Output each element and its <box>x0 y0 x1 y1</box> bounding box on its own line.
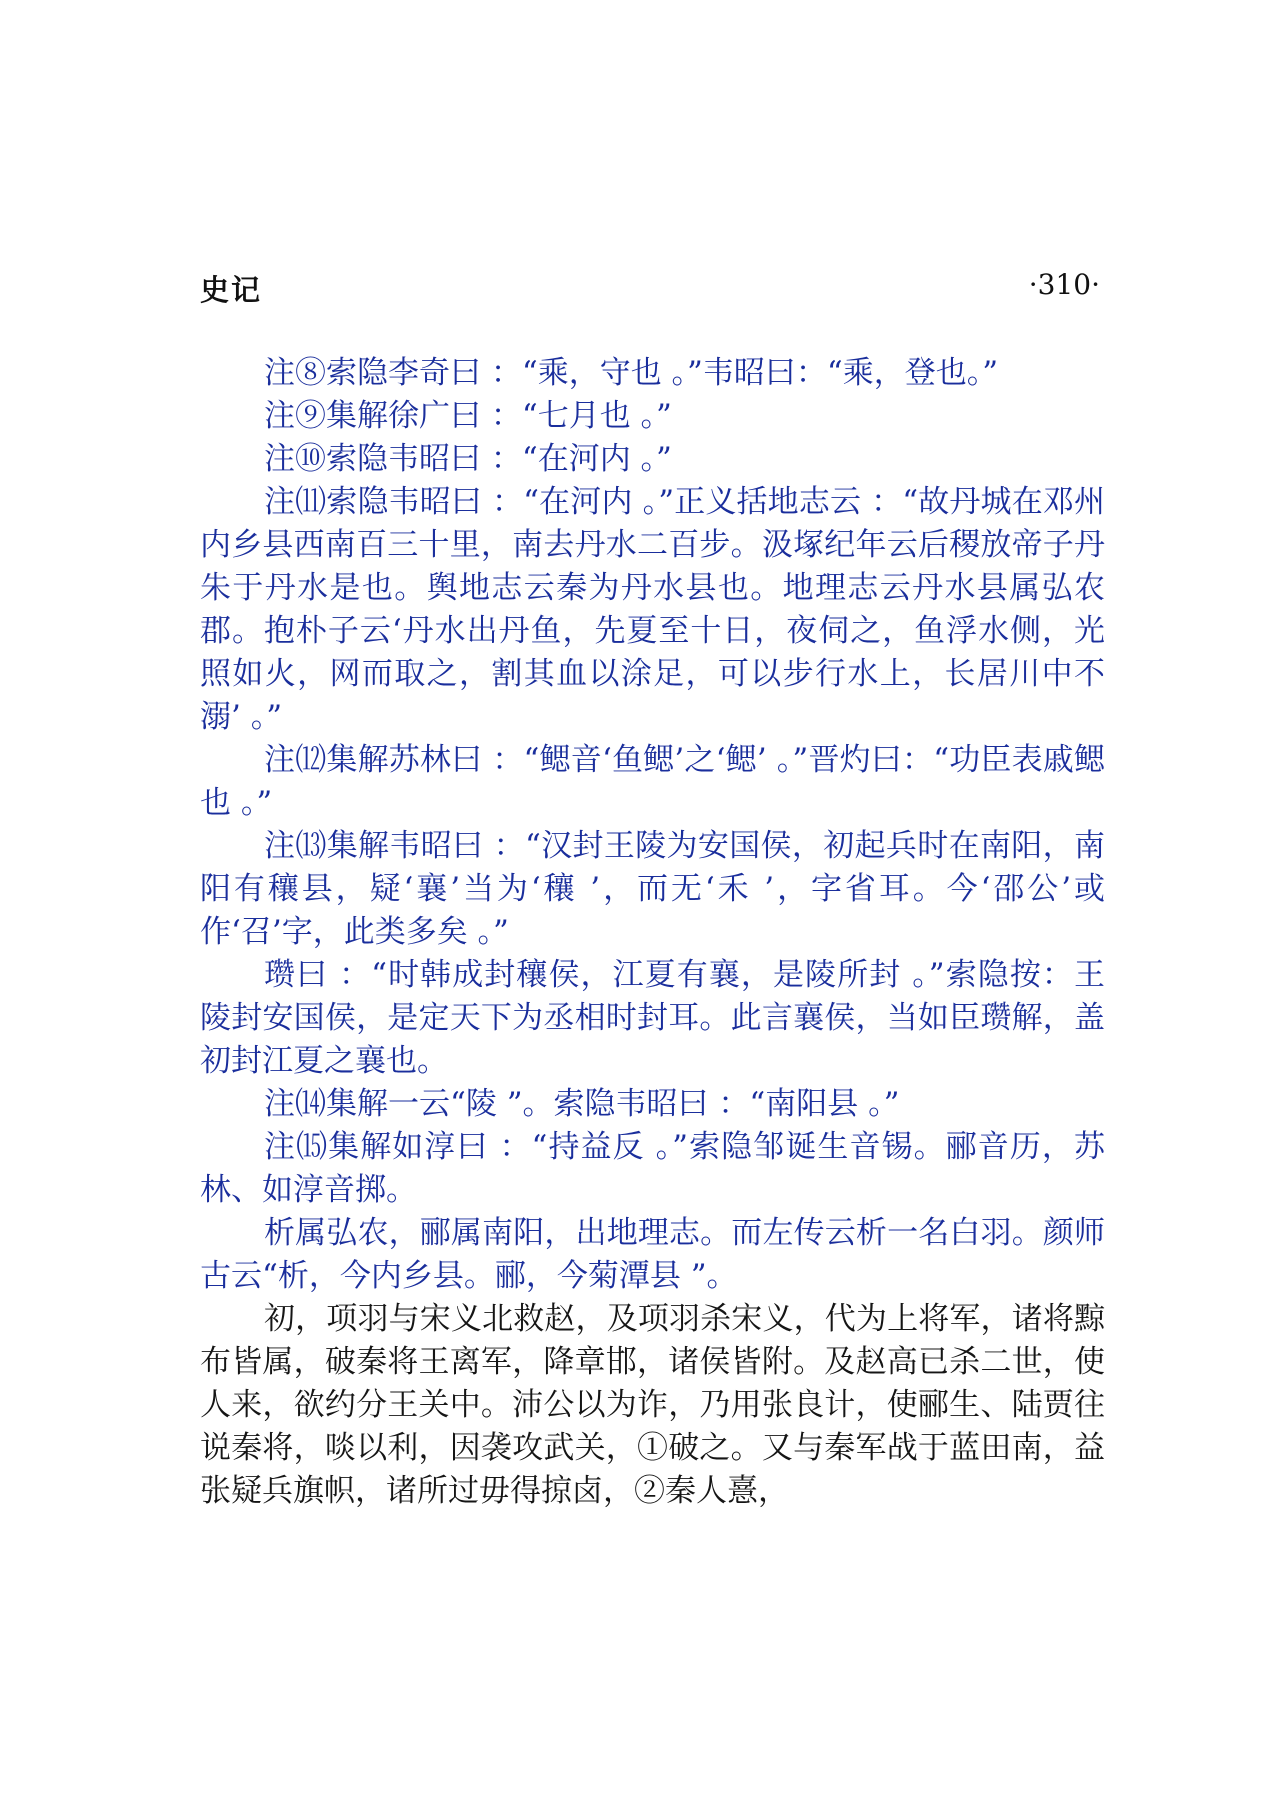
page-body <box>200 352 1105 1513</box>
annotation-paragraph: 注⑨集解徐广曰 ：“七月也 。” <box>264 398 672 434</box>
annotation-paragraph: 注⑿集解苏林曰 ：“鳃音‘鱼鳃’之‘鳃’ 。”晋灼曰：“功臣表戚鳃也 。” <box>200 742 1105 821</box>
annotation-paragraph: 注⑩索隐韦昭曰 ：“在河内 。” <box>264 441 672 477</box>
page-number: ·310· <box>1028 268 1100 301</box>
annotation-paragraph: 注⑧索隐李奇曰 ：“乘，守也 。”韦昭曰：“乘，登也。” <box>264 355 999 391</box>
main-text-paragraph: 初，项羽与宋义北救赵，及项羽杀宋义，代为上将军，诸将黥布皆属，破秦将王离军，降章邯，诸侯皆附。及赵高已杀二世，使人来，欲约分王关中。沛公以为诈，乃用张良计，使郦生、陆贾往说秦将，啖以利，因袭攻武关，①破之。又与秦军战于蓝田南，益张疑兵旗帜，诸所过毋得掠卤，②秦人憙， <box>200 1301 1105 1509</box>
annotation-paragraph: 析属弘农，郦属南阳，出地理志。而左传云析一名白羽。颜师古云“析，今内乡县。郦，今菊潭县 ”。 <box>200 1215 1105 1294</box>
annotation-paragraph: 瓒曰 ：“时韩成封穰侯，江夏有襄，是陵所封 。”索隐按：王陵封安国侯，是定天下为丞相时封耳。此言襄侯，当如臣瓒解，盖初封江夏之襄也。 <box>200 957 1105 1079</box>
page-header <box>200 268 1100 308</box>
annotation-paragraph: 注⒂集解如淳曰 ：“持益反 。”索隐邹诞生音锡。郦音历，苏林、如淳音掷。 <box>200 1129 1105 1208</box>
book-title: 史记 <box>200 273 263 307</box>
annotation-paragraph: 注⒁集解一云“陵 ”。索隐韦昭曰 ：“南阳县 。” <box>264 1086 900 1122</box>
annotation-paragraph: 注⒀集解韦昭曰 ：“汉封王陵为安国侯，初起兵时在南阳，南阳有穰县，疑‘襄’当为‘穰 ’，而无‘禾 ’，字省耳。今‘邵公’或作‘召’字，此类多矣 。” <box>200 828 1105 950</box>
annotation-paragraph: 注⑾索隐韦昭曰 ：“在河内 。”正义括地志云 ：“故丹城在邓州内乡县西南百三十里，南去丹水二百步。汲塚纪年云后稷放帝子丹朱于丹水是也。舆地志云秦为丹水县也。地理志云丹水县属弘农郡。抱朴子云‘丹水出丹鱼，先夏至十日，夜伺之，鱼浮水侧，光照如火，网而取之，割其血以涂足，可以步行水上，长居川中不溺’ 。” <box>200 484 1105 735</box>
